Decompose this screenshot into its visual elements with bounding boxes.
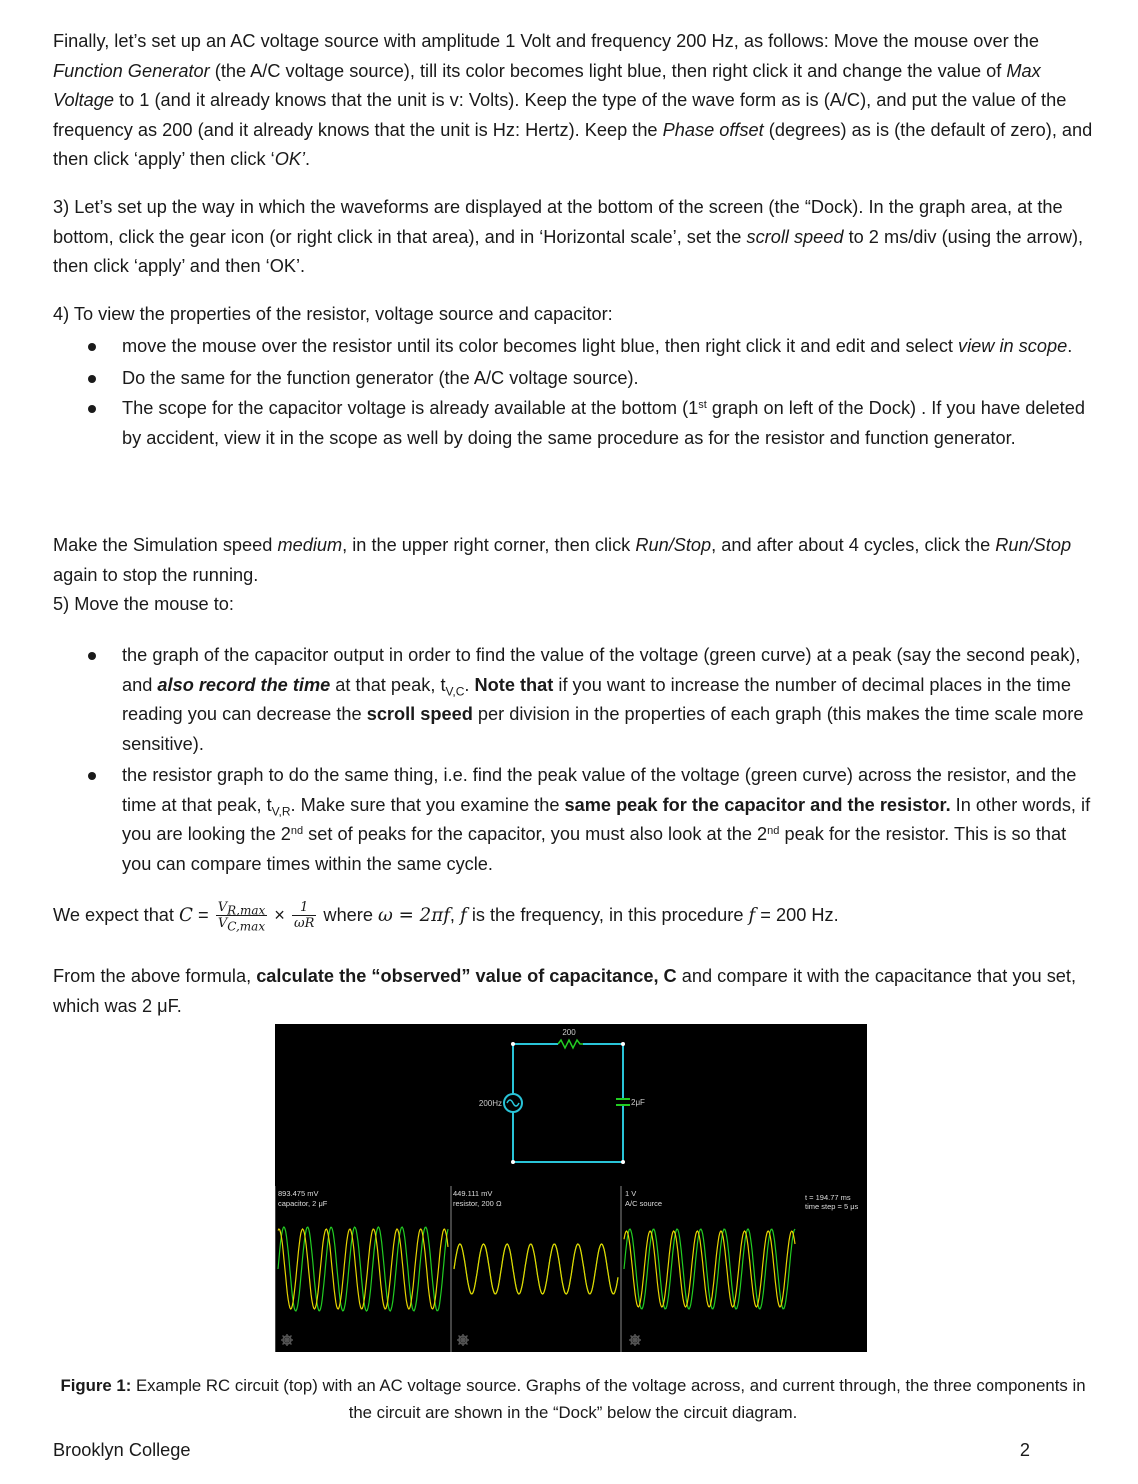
list-item: The scope for the capacitor voltage is already available at the bottom (1st graph on left of the Dock) . If you have deleted by accident, view it in the scope as well by doing the same procedure as for the resistor and function generator. — [53, 394, 1093, 453]
sine-glyph — [507, 1100, 519, 1106]
list-item: Do the same for the function generator (the A/C voltage source). — [53, 364, 1093, 394]
gear-icon[interactable] — [281, 1334, 293, 1346]
waveforms — [278, 1227, 795, 1311]
footer-institution: Brooklyn College — [53, 1440, 191, 1460]
voltage-trace-2 — [454, 1244, 618, 1294]
voltage-trace-1 — [278, 1227, 448, 1311]
scope2-name: resistor, 200 Ω — [453, 1199, 502, 1208]
paragraph-simulation-speed: Make the Simulation speed medium, in the upper right corner, then click Run/Stop, and after about 4 cycles, click the Run/Stop again to stop the running. 5) Move the mouse to: — [53, 535, 1072, 614]
scope2-value: 449.111 mV — [453, 1189, 493, 1198]
list-item: move the mouse over the resistor until its color becomes light blue, then right click it and edit and select view in scope. — [53, 332, 1093, 362]
capacitance-formula: We expect that C = $\frac{V_{R,max}}{V_{C,max}}$ × $\frac{1}{\omega R}$ where ω = 2πf, f is the frequency, in this procedure f = 200 Hz. — [53, 900, 839, 934]
scope1-value: 893.475 mV — [278, 1189, 319, 1198]
paragraph-function-generator: Finally, let’s set up an AC voltage source with amplitude 1 Volt and frequency 200 Hz, as follows: Move the mouse over the Function Generator (the A/C voltage source), till its color becomes light blue, then right click it and change the value of Max Voltage to 1 (and it already knows that the unit is v: Volts). Keep the type of the wave form as is (A/C), and put the value of the frequency as 200 (and it already knows that the unit is Hz: Hertz). Keep the Phase offset (degrees) as is (the default of zero), and then click ‘apply’ then click ‘OK’. — [53, 31, 1093, 169]
paragraph-step-4-intro: 4) To view the properties of the resistor, voltage source and capacitor: — [53, 304, 613, 324]
scope1-name: capacitor, 2 μF — [278, 1199, 328, 1208]
gear-icon[interactable] — [629, 1334, 641, 1346]
resistor-label: 200 — [562, 1028, 576, 1037]
fraction-voltage-ratio: $\frac{V_{R,max}}{V_{C,max}}$ — [217, 900, 266, 934]
circuit-wires — [513, 1044, 623, 1162]
paragraph-calculate: From the above formula, calculate the “observed” value of capacitance, C and compare it with the capacitance that you set, which was 2 μF. — [53, 966, 1077, 1016]
list-item: the graph of the capacitor output in order to find the value of the voltage (green curve) at a peak (say the second peak), and also record the time at that peak, $t_{V,C}$. Note that if you want to increase the number of decimal places in the time reading you can decrease the scroll speed per division in the properties of each graph (this makes the time scale more sensitive). — [53, 641, 1093, 759]
capacitor-label: 2μF — [631, 1098, 645, 1107]
fraction-one-over-omega-r: $\frac{1}{\omega R}$ — [293, 900, 315, 932]
step-4-list — [53, 332, 1093, 453]
voltage-trace-3 — [624, 1229, 795, 1309]
circuit-simulator-figure — [275, 1024, 867, 1352]
scope3-name: A/C source — [625, 1199, 663, 1208]
gear-icon[interactable] — [457, 1334, 469, 1346]
current-trace-2 — [454, 1244, 618, 1294]
step-5-list — [53, 641, 1093, 879]
time-label: t = 194.77 ms — [805, 1193, 851, 1202]
junction-dots — [511, 1042, 625, 1164]
resistor-icon[interactable] — [558, 1040, 583, 1048]
figure-caption: Figure 1: Example RC circuit (top) with an AC voltage source. Graphs of the voltage across, and current through, the three components in the circuit are shown in the “Dock” below the circuit diagram. — [60, 1376, 1086, 1422]
circuit-svg — [275, 1024, 867, 1352]
wire-top-left — [513, 1044, 558, 1092]
scope3-value: 1 V — [625, 1189, 637, 1198]
list-item: the resistor graph to do the same thing, i.e. find the peak value of the voltage (green curve) across the resistor, and the time at that peak, $t_{V,R}$. Make sure that you examine the same peak for the capacitor and the resistor. In other words, if you are looking the 2nd set of peaks for the capacitor, you must also look at the 2nd peak for the resistor. This is so that you can compare times within the same cycle. — [53, 761, 1093, 879]
source-label: 200Hz — [478, 1099, 502, 1108]
page-number: 2 — [1019, 1440, 1030, 1460]
wire-top-right — [583, 1044, 623, 1092]
paragraph-step-3: 3) Let’s set up the way in which the waveforms are displayed at the bottom of the screen (the “Dock). In the graph area, at the bottom, click the gear icon (or right click in that area), and in ‘Horizontal scale’, set the scroll speed to 2 ms/div (using the arrow), then click ‘apply’ and then ‘OK’. — [53, 197, 1084, 276]
dock-dividers — [275, 1186, 621, 1352]
timestep-label: time step = 5 μs — [805, 1202, 859, 1211]
